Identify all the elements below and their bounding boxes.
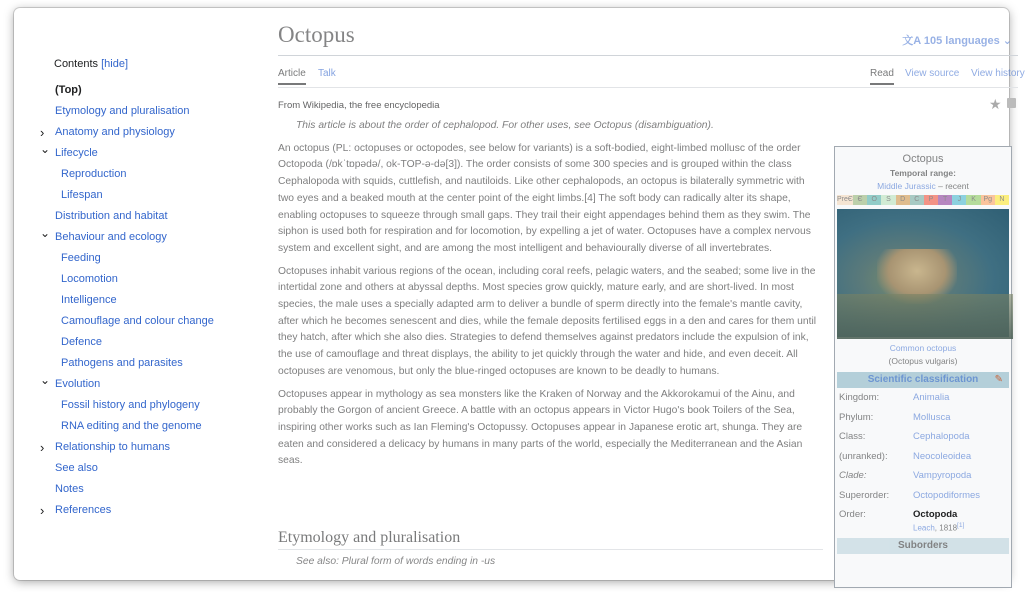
- toc-item-label: Camouflage and colour change: [61, 315, 214, 327]
- classification-rank: Superorder:: [839, 489, 890, 501]
- classification-value[interactable]: Octopodiformes: [913, 489, 981, 501]
- toc-heading: Contents: [54, 58, 99, 70]
- article-body: [278, 118, 823, 476]
- toc-item[interactable]: [40, 373, 264, 395]
- authority-year: , 1818: [934, 523, 958, 533]
- toc-item[interactable]: [54, 269, 264, 290]
- classification-row: [835, 408, 1011, 428]
- chevron-right-icon[interactable]: ›: [40, 440, 45, 455]
- authority-name[interactable]: Leach: [913, 523, 935, 533]
- timeline-period[interactable]: C: [910, 195, 924, 205]
- browser-window: [14, 8, 1025, 580]
- timeline-period[interactable]: Є: [853, 195, 867, 205]
- language-button[interactable]: [902, 32, 1012, 48]
- temporal-range-era[interactable]: Middle Jurassic: [877, 181, 936, 191]
- chevron-right-icon[interactable]: ›: [40, 125, 45, 140]
- classification-value[interactable]: Animalia: [913, 392, 950, 403]
- toc-item-label: See also: [55, 462, 98, 474]
- classification-value[interactable]: Mollusca: [913, 411, 951, 423]
- chevron-down-icon[interactable]: ⌄: [40, 226, 51, 240]
- toc-item-label: (Top): [55, 84, 82, 96]
- toc-header: [54, 58, 264, 70]
- suborders-heading: Suborders: [837, 538, 1009, 554]
- translate-icon: 文A: [902, 35, 921, 47]
- toc-item-label: Intelligence: [61, 294, 117, 306]
- classification-row: [835, 466, 1011, 486]
- toc-item[interactable]: [54, 101, 264, 122]
- toc-item[interactable]: [54, 206, 264, 227]
- toc-item[interactable]: [54, 290, 264, 311]
- timeline-period[interactable]: Pg: [981, 195, 995, 205]
- classification-value: Octopoda: [913, 509, 958, 520]
- timeline-period[interactable]: J: [952, 195, 966, 205]
- paragraph-habitat: Octopuses inhabit various regions of the ocean, including coral reefs, pelagic waters, and the seabed; some live in the intertidal zone and others at abyssal depths. Most species grow quickly, mature early, and are short-lived. In most species, the male uses a specially adapted arm to deliver a bundle of sperm directly into the female's mantle cavity, after which he becomes senescent and dies, while the female deposits fertilised eggs in a den and cares for them until they hatch, after which she also dies. Strategies to defend themselves against predators include the expulsion of ink, the use of camouflage and threat displays, the ability to jet quickly through the water and hide, and even deceit. All octopuses are venomous, but only the blue-ringed octopuses are known to be deadly to humans.: [278, 265, 817, 377]
- toc-item-label: Relationship to humans: [55, 441, 170, 453]
- timeline-period[interactable]: P: [924, 195, 938, 205]
- classification-row: [835, 447, 1011, 467]
- toc-item[interactable]: [54, 479, 264, 500]
- title-divider: [278, 55, 1018, 56]
- classification-row: [835, 388, 1011, 408]
- table-of-contents: [40, 58, 264, 521]
- infobox: [834, 146, 1012, 588]
- tab-article[interactable]: Article: [278, 68, 306, 85]
- classification-rank: Kingdom:: [839, 392, 880, 403]
- classification-rank: Phylum:: [839, 411, 874, 423]
- toc-item[interactable]: [54, 164, 264, 185]
- timeline-period[interactable]: T: [938, 195, 952, 205]
- section-heading-etymology: Etymology and pluralisation: [278, 529, 823, 550]
- toc-item-label: Fossil history and phylogeny: [61, 399, 200, 411]
- page-title: Octopus: [278, 22, 355, 47]
- timeline-period[interactable]: D: [896, 195, 910, 205]
- star-icon[interactable]: ★: [989, 96, 1002, 112]
- classification-row: [835, 486, 1011, 506]
- toc-list: [40, 80, 264, 521]
- language-count: 105 languages: [923, 35, 1000, 47]
- toc-item[interactable]: [54, 248, 264, 269]
- classification-rank: Class:: [839, 431, 866, 442]
- toc-item-label: Etymology and pluralisation: [55, 105, 190, 117]
- tabs-divider: [278, 87, 1018, 88]
- toc-item[interactable]: [54, 458, 264, 479]
- chevron-right-icon[interactable]: ›: [40, 503, 45, 518]
- infobox-temporal-range: [835, 181, 1011, 191]
- classification-row: [835, 427, 1011, 447]
- main-content: [278, 8, 1025, 580]
- toc-item[interactable]: [40, 500, 264, 521]
- toc-item[interactable]: [54, 185, 264, 206]
- toc-item-label: Locomotion: [61, 273, 118, 285]
- classification-rank: Clade:: [839, 470, 867, 481]
- paragraph-culture: Octopuses appear in mythology as sea monsters like the Kraken of Norway and the Akkorokamui of the Ainu, and probably the Gorgon of ancient Greece. A battle with an octopus appears in Victor Hugo's book Toilers of the Sea, inspiring other works such as Ian Fleming's Octopussy. Octopuses appear in Japanese erotic art, shunga. They are eaten and considered a delicacy by humans in many parts of the world, especially the Mediterranean and the Asian seas.: [278, 388, 803, 467]
- toc-item-label: Feeding: [61, 252, 101, 264]
- scientific-classification-header: [837, 372, 1009, 388]
- toc-item-label: Lifespan: [61, 189, 103, 201]
- octopus-photo[interactable]: [837, 209, 1009, 337]
- page-tabs: [278, 68, 1025, 88]
- chevron-down-icon[interactable]: ⌄: [40, 373, 51, 387]
- paragraph-intro: An octopus (PL: octopuses or octopodes, see below for variants) is a soft-bodied, eight-limbed mollusc of the order Octopoda (/ɒkˈtɒpədə/, ok-TOP-ə-də[3]). The order consists of some 300 species and is grouped within the class Cephalopoda with squids, cuttlefish, and nautiloids. Like other cephalopods, an octopus is bilaterally symmetric with two eyes and a beaked mouth at the center point of the eight limbs.[4] The soft body can radically alter its shape, enabling octopuses to squeeze through small gaps. They trail their eight appendages behind them as they swim. The siphon is used both for respiration and for locomotion, by expelling a jet of water. Octopuses have a complex nervous system and excellent sight, and are among the most intelligent and behaviourally diverse of all invertebrates.: [278, 142, 811, 254]
- toc-item-label: Defence: [61, 336, 102, 348]
- toc-item-label: Evolution: [55, 378, 101, 390]
- infobox-temporal-label: Temporal range:: [890, 168, 956, 178]
- classification-rows: [835, 388, 1011, 525]
- photo-caption-link[interactable]: Common octopus: [889, 343, 957, 353]
- toc-item[interactable]: [54, 332, 264, 353]
- toc-item[interactable]: [40, 437, 264, 458]
- classification-rank: (unranked):: [839, 450, 888, 462]
- toc-item[interactable]: [40, 142, 264, 164]
- tab-view-source[interactable]: View source: [905, 68, 960, 79]
- seabed-rock: [837, 294, 1013, 339]
- toc-item-label: RNA editing and the genome: [61, 420, 202, 432]
- classification-value[interactable]: Cephalopoda: [913, 431, 970, 442]
- see-also-note: See also: Plural form of words ending in -us: [296, 556, 496, 567]
- toc-hide-link[interactable]: [hide]: [101, 58, 129, 70]
- toc-item-label: Reproduction: [61, 168, 127, 180]
- classification-heading: Scientific classification: [867, 374, 979, 385]
- photo-caption-species: (Octopus vulgaris): [888, 356, 958, 366]
- toc-item[interactable]: [54, 80, 264, 101]
- toc-item[interactable]: [40, 122, 264, 143]
- toc-item-label: Distribution and habitat: [55, 210, 168, 222]
- authority-ref[interactable]: [1]: [957, 521, 965, 529]
- timeline-period[interactable]: K: [966, 195, 980, 205]
- infobox-title: Octopus: [902, 153, 944, 165]
- edit-pencil-icon[interactable]: ✎: [994, 374, 1003, 385]
- timeline-period[interactable]: PreЄ: [837, 196, 853, 203]
- toc-item[interactable]: [54, 416, 264, 437]
- toc-item-label: References: [55, 504, 112, 516]
- chevron-down-icon[interactable]: ⌄: [40, 142, 51, 156]
- tab-view-history[interactable]: View history: [971, 68, 1025, 79]
- tagline: From Wikipedia, the free encyclopedia: [278, 100, 440, 111]
- geologic-timeline: [837, 195, 1009, 205]
- toc-item[interactable]: [54, 353, 264, 374]
- tab-read[interactable]: Read: [870, 68, 894, 85]
- classification-rank: Order:: [839, 509, 866, 520]
- tab-talk[interactable]: Talk: [318, 68, 336, 79]
- temporal-range-suffix: – recent: [935, 181, 969, 191]
- toc-item-label: Pathogens and parasites: [61, 357, 183, 369]
- classification-value[interactable]: Vampyropoda: [913, 470, 972, 481]
- toc-item-label: Lifecycle: [55, 147, 98, 159]
- toc-item-label: Notes: [55, 483, 84, 495]
- chevron-down-icon: ⌄: [1002, 35, 1012, 47]
- timeline-period[interactable]: O: [867, 195, 881, 205]
- toc-item[interactable]: [40, 226, 264, 248]
- hatnote: This article is about the order of cephalopod. For other uses, see Octopus (disambiguation).: [296, 120, 714, 131]
- timeline-period[interactable]: N: [995, 195, 1009, 205]
- lock-icon: [1007, 98, 1016, 108]
- order-authority: [835, 522, 1011, 533]
- toc-item[interactable]: [54, 395, 264, 416]
- toc-item[interactable]: [54, 311, 264, 332]
- classification-value[interactable]: Neocoleoidea: [913, 450, 972, 462]
- toc-item-label: Behaviour and ecology: [55, 231, 167, 243]
- timeline-period[interactable]: S: [881, 195, 895, 205]
- toc-item-label: Anatomy and physiology: [55, 126, 175, 138]
